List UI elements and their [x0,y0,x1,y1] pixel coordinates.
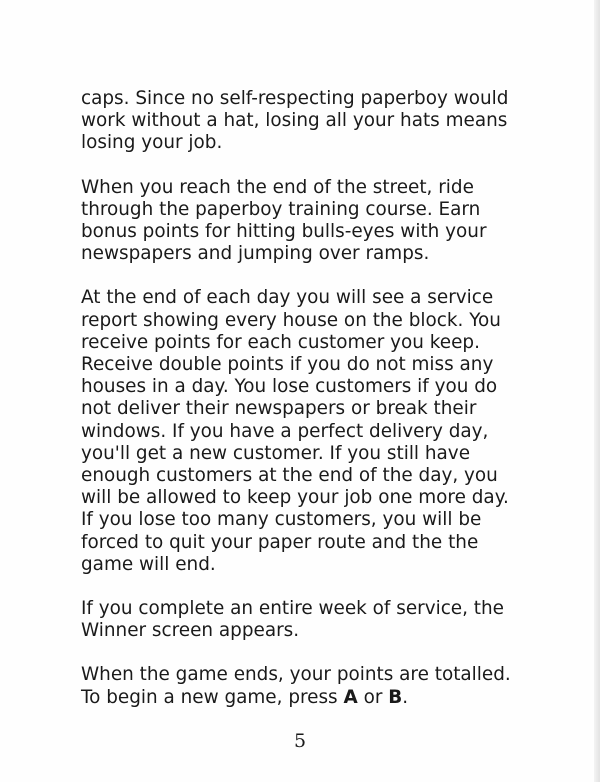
text-line: receive points for each customer you keep. [81,331,480,353]
text-line: forced to quit your paper route and the the [81,531,479,553]
text-line: will be allowed to keep your job one more day. [81,487,509,509]
new-game-or: or [357,686,389,708]
text-line: losing your job. [81,132,223,154]
new-game-suffix: . [402,686,409,708]
paragraph-lose-hats [81,88,531,155]
text-line: If you lose too many customers, you will be [81,509,482,531]
text-line: If you complete an entire week of service, the [81,598,504,620]
text-line: houses in a day. You lose customers if you do [81,376,498,398]
text-line: enough customers at the end of the day, you [81,465,498,487]
text-line: caps. Since no self-respecting paperboy would [81,88,509,109]
text-line: through the paperboy training course. Earn [81,198,481,220]
paragraph-game-ends [81,664,531,708]
page-body [81,88,531,731]
text-line: not deliver their newspapers or break their [81,398,477,420]
paragraph-winner-screen [81,598,531,642]
text-line: Winner screen appears. [81,620,300,642]
button-a-label: A [343,686,358,708]
text-line-new-game [81,687,531,709]
paragraph-service-report [81,287,531,576]
text-line: newspapers and jumping over ramps. [81,243,430,265]
text-line: windows. If you have a perfect delivery day, [81,420,489,442]
text-line: At the end of each day you will see a service [81,287,494,309]
button-b-label: B [388,686,403,708]
new-game-prefix: To begin a new game, press [81,686,344,708]
text-line: report showing every house on the block. You [81,309,501,331]
text-line: Receive double points if you do not miss any [81,354,494,376]
text-line: game will end. [81,553,216,575]
text-line: work without a hat, losing all your hats means [81,110,508,132]
text-line: When you reach the end of the street, ride [81,176,474,198]
text-line: you'll get a new customer. If you still have [81,442,471,464]
paragraph-training-course [81,177,531,266]
text-line: bonus points for hitting bulls-eyes with your [81,221,487,243]
page-edge-shadow [594,0,600,782]
page-number: 5 [293,730,307,752]
text-line: When the game ends, your points are totalled. [81,664,511,686]
